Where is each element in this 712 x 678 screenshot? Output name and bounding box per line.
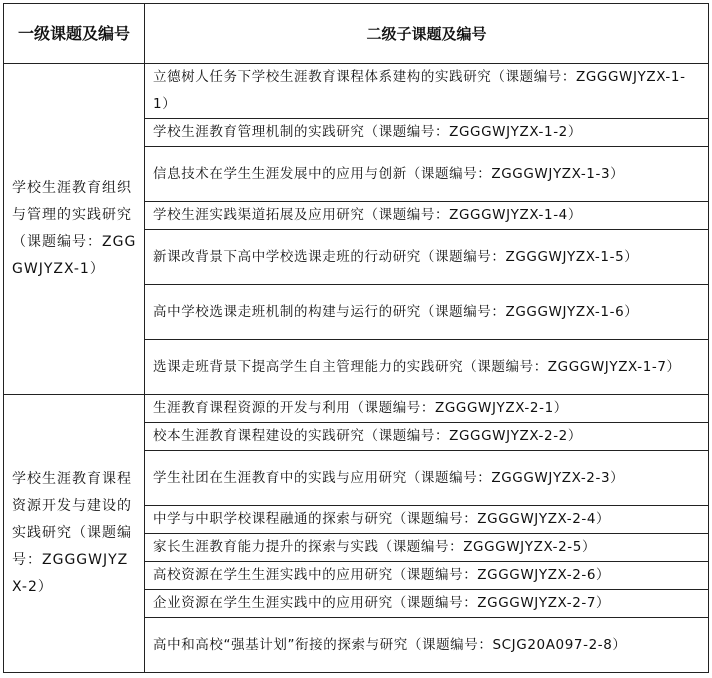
- sub-topic-1-6: 高中学校选课走班机制的构建与运行的研究（课题编号：ZGGGWJYZX-1-6）: [145, 285, 709, 340]
- sub-topic-1-4: 学校生涯实践渠道拓展及应用研究（课题编号：ZGGGWJYZX-1-4）: [145, 202, 709, 230]
- sub-topic-1-1: 立德树人任务下学校生涯教育课程体系建构的实践研究（课题编号：ZGGGWJYZX-1-1）: [145, 64, 709, 119]
- header-row: [4, 4, 709, 64]
- sub-topic-1-3: 信息技术在学生生涯发展中的应用与创新（课题编号：ZGGGWJYZX-1-3）: [145, 147, 709, 202]
- sub-topic-2-4: 中学与中职学校课程融通的探索与研究（课题编号：ZGGGWJYZX-2-4）: [145, 506, 709, 534]
- table-row: [4, 395, 709, 423]
- first-level-topic-2: 学校生涯教育课程资源开发与建设的实践研究（课题编号：ZGGGWJYZX-2）: [4, 395, 145, 673]
- header-first-level: 一级课题及编号: [4, 4, 145, 64]
- sub-topic-1-2: 学校生涯教育管理机制的实践研究（课题编号：ZGGGWJYZX-1-2）: [145, 119, 709, 147]
- sub-topic-2-5: 家长生涯教育能力提升的探索与实践（课题编号：ZGGGWJYZX-2-5）: [145, 534, 709, 562]
- sub-topic-1-5: 新课改背景下高中学校选课走班的行动研究（课题编号：ZGGGWJYZX-1-5）: [145, 230, 709, 285]
- topics-table: [3, 3, 709, 673]
- sub-topic-2-7: 企业资源在学生生涯实践中的应用研究（课题编号：ZGGGWJYZX-2-7）: [145, 590, 709, 618]
- header-second-level: 二级子课题及编号: [145, 4, 709, 64]
- first-level-topic-1: 学校生涯教育组织与管理的实践研究（课题编号：ZGGGWJYZX-1）: [4, 64, 145, 395]
- sub-topic-1-7: 选课走班背景下提高学生自主管理能力的实践研究（课题编号：ZGGGWJYZX-1-7）: [145, 340, 709, 395]
- sub-topic-2-8: 高中和高校“强基计划”衔接的探索与研究（课题编号：SCJG20A097-2-8）: [145, 618, 709, 673]
- sub-topic-2-6: 高校资源在学生生涯实践中的应用研究（课题编号：ZGGGWJYZX-2-6）: [145, 562, 709, 590]
- sub-topic-2-2: 校本生涯教育课程建设的实践研究（课题编号：ZGGGWJYZX-2-2）: [145, 423, 709, 451]
- sub-topic-2-1: 生涯教育课程资源的开发与利用（课题编号：ZGGGWJYZX-2-1）: [145, 395, 709, 423]
- table-row: [4, 64, 709, 119]
- sub-topic-2-3: 学生社团在生涯教育中的实践与应用研究（课题编号：ZGGGWJYZX-2-3）: [145, 451, 709, 506]
